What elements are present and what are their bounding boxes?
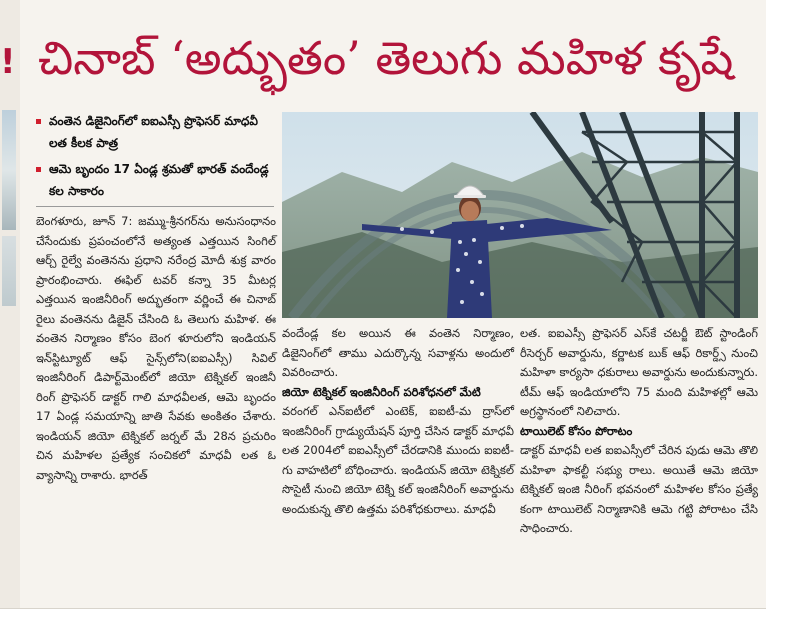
bullet-square-icon bbox=[36, 119, 41, 124]
paragraph: డాక్టర్ మాధవీ లత ఐఐఎస్సీలో చేరిన పుడు ఆమె తొలి మహిళా ఫాకల్టీ సభ్యు రాలు. అయితే ఆమె జియో టెక్నికల్ ఇంజి నీరింగ్ భవనంలో మహిళల కోసం ప్రత్యే కంగా టాయిలెట్ నిర్మాణానికి ఆమె గట్టి పోరాటం చేసి సాధించారు. bbox=[520, 443, 758, 535]
divider bbox=[36, 206, 274, 207]
bridge-photo-illustration bbox=[282, 112, 758, 318]
adjacent-article-edge bbox=[0, 0, 20, 608]
paragraph: బెంగళూరు, జూన్ 7: జమ్ము-శ్రీనగర్‌ను అనుసంధానం చేసేందుకు ప్రపంచంలోనే అత్యంత ఎత్తయిన సింగిల్ ఆర్చ్ రైల్వే వంతెనను ప్రధాని నరేంద్ర మోదీ శుక్ర వారం ప్రారంభించారు. ఈఫిల్ టవర్ కన్నా 35 మీటర్ల ఎత్తయిన ఇంజినీరింగ్ అద్భుతంగా వర్ణించే ఈ చినాబ్ రైలు వంతెనను డిజైన్ చేసింది ఓ తెలుగు మహిళ. ఈ వంతెన నిర్మాణం కోసం బెంగ ళూరులోని ఇండియన్ ఇన్‌స్టిట్యూట్ ఆఫ్ సైన్స్‌లోని(ఐఐఎస్సీ) సివిల్ ఇంజినీరింగ్ డిపార్ట్‌మెంట్‌లో జియో టెక్నికల్ ఇంజినీ రింగ్ ప్రొఫెసర్ డాక్టర్ గాలి మాధవీలత, ఆమె బృందం 17 ఏండ్ల సమయాన్ని జాతి సేవకు అంకితం చేశారు. ఇండియన్ జియో టెక్నికల్ జర్నల్ మే 28న ప్రచురిం చిన మహిళల ప్రత్యేక సంచికలో మాధవీ లత ఓ వ్యాసాన్ని రాశారు. భారత్ bbox=[36, 214, 276, 482]
adjacent-photo-fragment bbox=[2, 110, 16, 230]
article-column-2 bbox=[282, 324, 514, 519]
article-photo bbox=[282, 112, 758, 318]
bullet-text: ఆమె బృందం 17 ఏండ్ల శ్రమతో భారత్ వందేండ్ల కల సాకారం bbox=[49, 162, 269, 198]
bullet-square-icon bbox=[36, 167, 41, 172]
article-column-1 bbox=[36, 212, 276, 485]
paragraph: లత. ఐఐఎస్సీ ప్రొఫెసర్ ఎస్‌కే చటర్జీ ఔట్ స్టాండింగ్ రీసెర్చర్ అవార్డును, కర్ణాటక బుక్ ఆఫ్ రికార్డ్స్ నుంచి మహిళా కార్యసా ధకురాలు అవార్డును అందుకున్నారు. టీమ్ ఆఫ్ ఇండియాలోని 75 మంది మహిళల్లో ఆమె అగ్రస్థానంలో నిలిచారు. bbox=[520, 326, 758, 418]
subheading: టాయిలెట్ కోసం పోరాటం bbox=[520, 423, 633, 438]
headline: చినాబ్ ‘అద్భుతం’ తెలుగు మహిళ కృషే bbox=[38, 31, 734, 85]
highlight-bullets bbox=[36, 110, 274, 206]
adjacent-photo-fragment-2 bbox=[2, 236, 16, 306]
paragraph: వరంగల్ ఎన్ఐటీలో ఎంటెక్, ఐఐటీ-మ ద్రాస్‌లో ఇంజినీరింగ్ గ్రాడ్యుయేషన్ పూర్తి చేసిన డాక్టర్ మాధవీ లత 2004లో ఐఐఎస్సీలో చేరడానికి ముందు ఐఐటీ-గు వాహటిలో బోధించారు. ఇండియన్ జియో టెక్నికల్ సొసైటీ నుంచి జియో టెక్ని కల్ ఇంజినీరింగ్ అవార్డును అందుకున్న తొలి ఉత్తమ పరిశోధకురాలు. మాధవీ bbox=[282, 404, 514, 516]
bullet-item bbox=[36, 110, 274, 154]
article-column-3 bbox=[520, 324, 758, 539]
subheading: జియో టెక్నికల్ ఇంజినీరింగ్ పరిశోధనలో మేటి bbox=[282, 384, 481, 399]
bullet-item bbox=[36, 158, 274, 202]
page-bottom-edge bbox=[0, 608, 766, 609]
paragraph: వందేండ్ల కల అయిన ఈ వంతెన నిర్మాణం, డిజైనింగ్‌లో తాము ఎదుర్కొన్న సవాళ్లను అందులో వివరించారు. bbox=[282, 326, 514, 379]
bullet-text: వంతెన డిజైనింగ్‌లో ఐఐఎస్సీ ప్రొఫెసర్ మాధవీ లత కీలక పాత్ర bbox=[49, 114, 258, 150]
adjacent-headline-fragment: ! bbox=[0, 42, 16, 82]
